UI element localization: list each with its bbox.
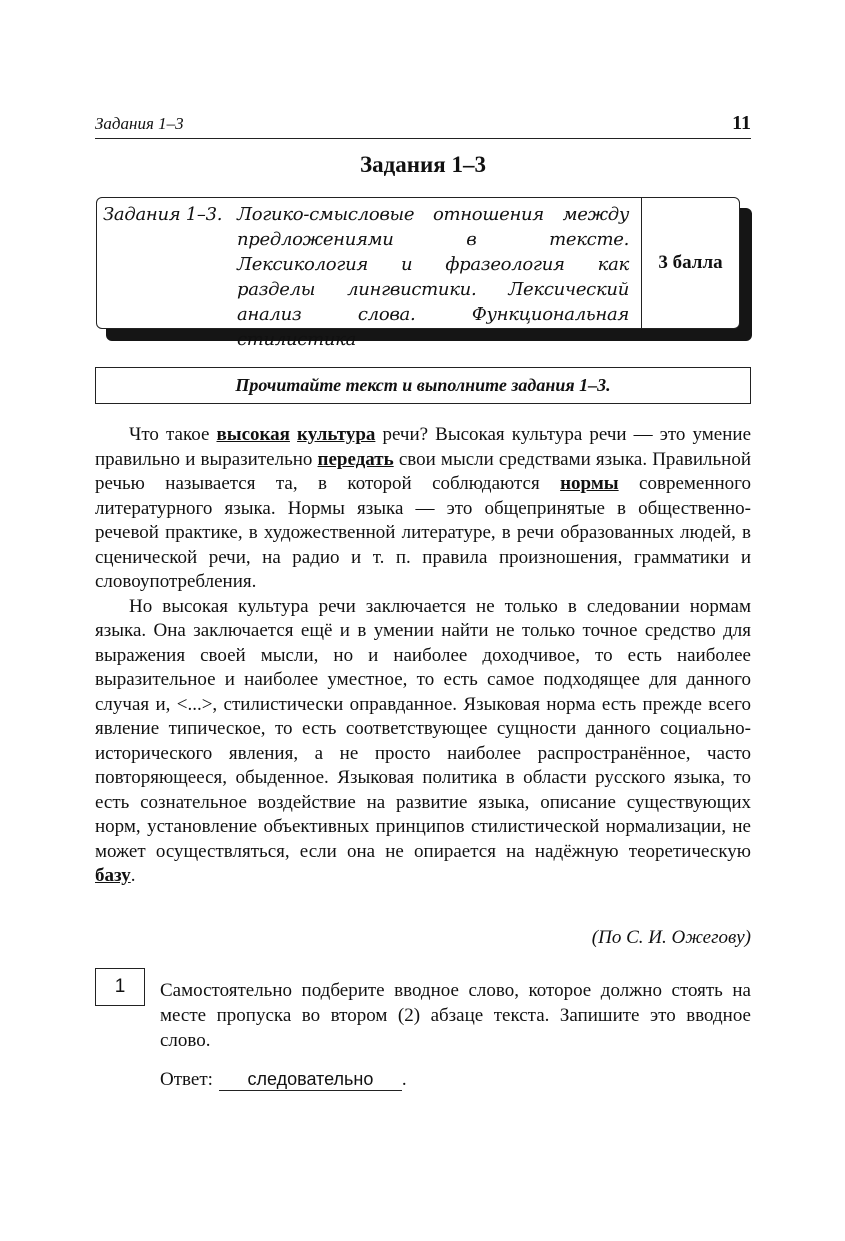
underlined-word: базу (95, 865, 131, 886)
page-number: 11 (732, 112, 751, 134)
answer-end: . (401, 1069, 407, 1090)
answer-field[interactable]: следовательно (219, 1068, 402, 1091)
running-title: Задания 1–3 (95, 114, 184, 133)
underlined-word: нормы (560, 473, 619, 494)
task-box (96, 197, 740, 350)
running-head (95, 112, 751, 139)
reading-text (95, 423, 751, 889)
underlined-word: передать (317, 448, 394, 470)
text-paragraph-1: Что такое высокая культура речи? Высокая культура речи — это умение правильно и выразительно передать свои мысли средствами языка. Правильной речью называется та, в которой соблюдаются нормы современного литературного языка. Нормы языка — это общепринятые в общественно-речевой практике, в художественной литературе, в речи образованных людей, в сценической речи, на радио и т. п. правила произношения, грамматики и словоупотребления. (95, 424, 751, 592)
text-source: (По С. И. Ожегову) (591, 927, 751, 948)
task-score: 3 балла (658, 252, 723, 273)
task-box-label: Задания 1–3. (103, 204, 223, 225)
instruction-box: Прочитайте текст и выполните задания 1–3. (95, 367, 751, 404)
underlined-word: культура (297, 424, 376, 445)
task-box-description: Логико-смысловые отношения между предложениями в тексте. Лексикология и фразеология как разделы лингвистики. Лексический анализ слова. Функциональная стилистика (237, 204, 629, 350)
page-title: Задания 1–3 (360, 152, 486, 177)
answer-label: Ответ: (160, 1069, 213, 1090)
underlined-word: высокая (216, 424, 290, 445)
text-paragraph-2: Но высокая культура речи заключается не только в следовании нормам языка. Она заключается ещё и в умении найти не только точное средство для выражения своей мысли, но и наиболее доходчивое, то есть наиболее выразительное и наиболее уместное, то есть самое подходящее для данного случая и, <...>, стилистически оправданное. Языковая норма есть прежде всего явление типическое, то есть соответствующее сущности данного социально-исторического явления, а не просто наиболее распространённое, часто повторяющееся, обыденное. Языковая политика в области русского языка, то есть сознательное воздействие на развитие языка, описание существующих норм, установление объективных принципов стилистической нормализации, не может осуществляться, если она не опирается на надёжную теоретическую базу. (95, 595, 751, 886)
question-text: Самостоятельно подберите вводное слово, которое должно стоять на месте пропуска во втором (2) абзаце текста. Запишите это вводное слово. (160, 980, 751, 1051)
question-number: 1 (95, 968, 145, 1006)
answer-line (160, 1068, 407, 1091)
